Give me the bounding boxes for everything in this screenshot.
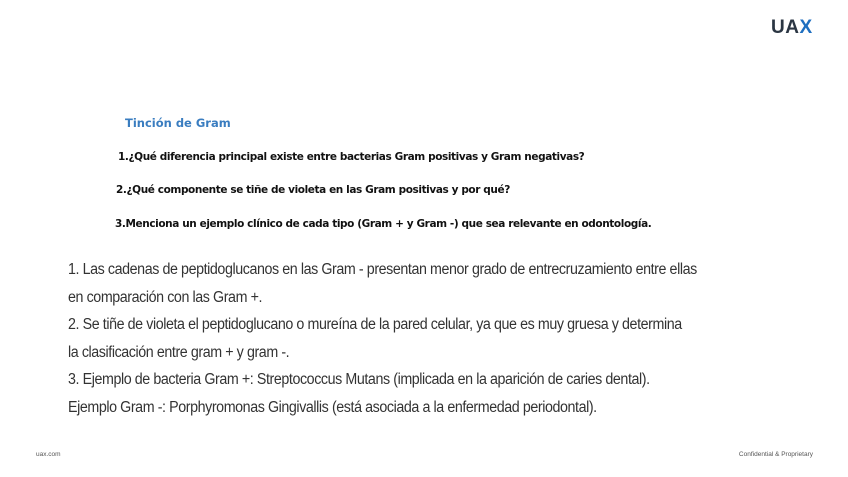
answer-line: Ejemplo Gram -: Porphyromonas Gingivallis (está asociada a la enfermedad periodontal). xyxy=(68,398,597,416)
question-3: 3.Menciona un ejemplo clínico de cada tipo (Gram + y Gram -) que sea relevante en odontología. xyxy=(115,218,652,230)
answer-line: 3. Ejemplo de bacteria Gram +: Streptococcus Mutans (implicada en la aparición de caries dental). xyxy=(68,371,650,388)
footer-confidential: Confidential & Proprietary xyxy=(738,451,813,458)
uax-logo xyxy=(771,17,813,39)
answers-block xyxy=(68,256,768,421)
footer-website: uax.com xyxy=(36,451,61,458)
answer-line: 2. Se tiñe de violeta el peptidoglucano o mureína de la pared celular, ya que es muy gruesa y determina xyxy=(68,316,682,333)
logo-accent-text: X xyxy=(799,17,813,38)
question-1: 1.¿Qué diferencia principal existe entre bacterias Gram positivas y Gram negativas? xyxy=(118,151,585,163)
logo-text: UA xyxy=(771,17,800,38)
answer-line: la clasificación entre gram + y gram -. xyxy=(68,343,290,361)
slide-title: Tinción de Gram xyxy=(125,116,231,130)
question-2: 2.¿Qué componente se tiñe de violeta en las Gram positivas y por qué? xyxy=(116,184,510,196)
answer-line: 1. Las cadenas de peptidoglucanos en las Gram - presentan menor grado de entrecruzamiento entre ellas xyxy=(68,261,697,278)
answer-line: en comparación con las Gram +. xyxy=(68,288,263,306)
